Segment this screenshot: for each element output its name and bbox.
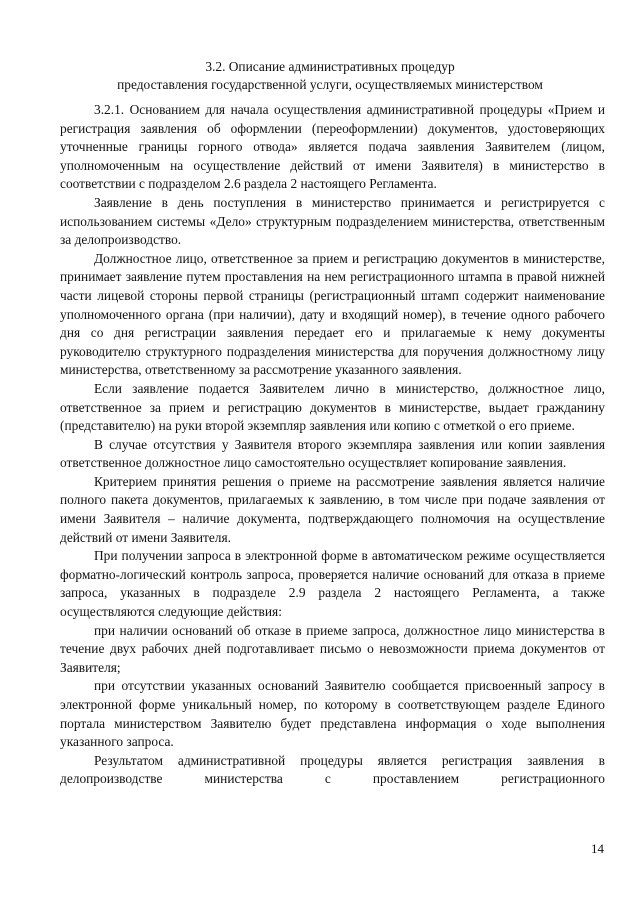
section-heading-line-2: предоставления государственной услуги, осуществляемых министерством: [117, 76, 543, 92]
paragraph-criterion: Критерием принятия решения о приеме на рассмотрение заявления является наличие полного пакета документов, прилагаемых к заявлению, в том числе при подаче заявления от имени Заявителя – наличие документа, подтверждающего полномочия на осуществление действий от имени Заявителя.: [60, 473, 605, 545]
paragraph-official-acceptance: Должностное лицо, ответственное за прием и регистрацию документов в министерстве, принимает заявление путем проставления на нем регистрационного штампа в правой нижней части лицевой стороны первой страницы (регистрационный штамп содержит наименование уполномоченного органа (при наличии), дату и входящий номер), в течение одного рабочего дня со дня регистрации заявления передает его и прилагаемые к нему документы руководителю структурного подразделения министерства для поручения должностному лицу министерства, ответственному за рассмотрение указанного заявления.: [60, 250, 605, 378]
paragraph-electronic-request: При получении запроса в электронной форме в автоматическом режиме осуществляется форматно-логический контроль запроса, проверяется наличие оснований для отказа в приеме запроса, указанных в подразделе 2.9 раздела 2 настоящего Регламента, а также осуществляются следующие действия:: [60, 548, 605, 620]
paragraph-registration: Заявление в день поступления в министерство принимается и регистрируется с использованием системы «Дело» структурным подразделением министерства, ответственным за делопроизводство.: [60, 194, 605, 248]
section-heading-line-1: 3.2. Описание административных процедур: [205, 59, 455, 74]
paragraph-refusal-grounds: при наличии оснований об отказе в приеме запроса, должностное лицо министерства в течение двух рабочих дней подготавливает письмо о невозможности приема документов от Заявителя;: [60, 622, 605, 675]
paragraph-result: Результатом административной процедуры является регистрация заявления в делопроизводстве министерства с проставлением регистрационного: [60, 752, 605, 787]
paragraph-no-grounds: при отсутствии указанных оснований Заявителю сообщается присвоенный запросу в электронной форме уникальный номер, по которому в соответствующем разделе Единого портала министерством Заявителю будет представлена информация о ходе выполнения указанного запроса.: [60, 678, 605, 750]
paragraph-copying: В случае отсутствия у Заявителя второго экземпляра заявления или копии заявления ответственное должностное лицо самостоятельно осуществляет копирование заявления.: [60, 436, 605, 471]
paragraph-3-2-1: 3.2.1. Основанием для начала осуществления административной процедуры «Прием и регистрация заявления об оформлении (переоформлении) документов, удостоверяющих уточненные границы горного отвода» является подача заявления Заявителем (лицом, уполномоченным на осуществление действий от имени Заявителя) в министерство в соответствии с подразделом 2.6 раздела 2 настоящего Регламента.: [60, 102, 605, 192]
page-number: 14: [591, 841, 604, 856]
document-body: [60, 101, 605, 789]
paragraph-personal-submission: Если заявление подается Заявителем лично в министерство, должностное лицо, ответственное за прием и регистрацию документов в министерстве, выдает гражданину (представителю) на руки второй экземпляр заявления или копию с отметкой о его приеме.: [60, 380, 605, 434]
section-heading: [60, 58, 600, 93]
